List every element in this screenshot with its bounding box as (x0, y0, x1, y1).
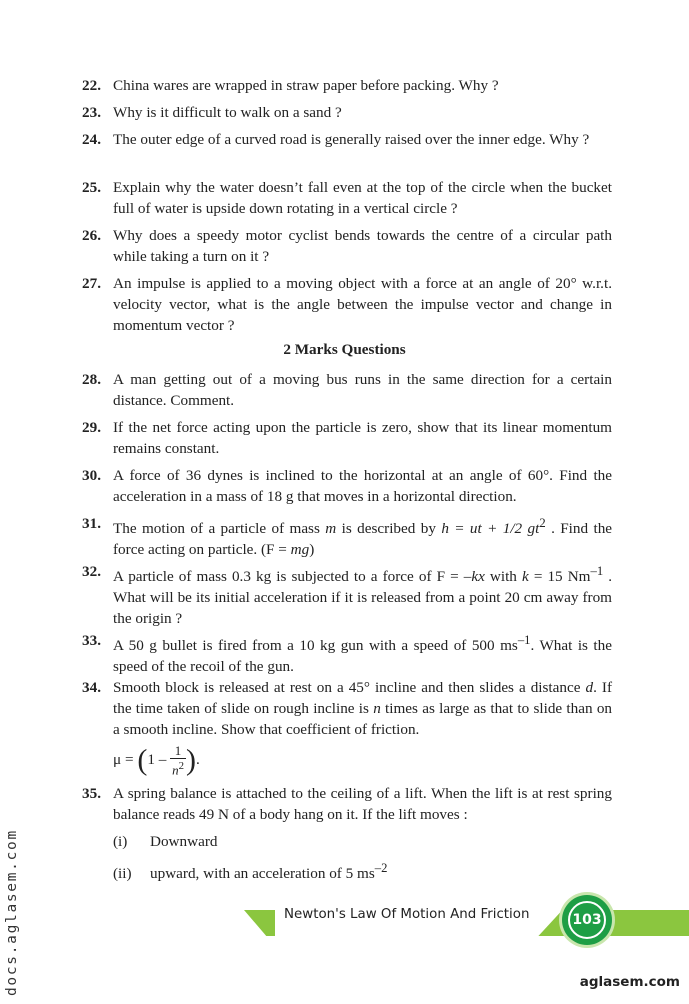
question-number: 25. (82, 179, 101, 196)
question-text: If the net force acting upon the particle is zero, show that its linear momentum remains constant. (113, 419, 612, 457)
question-number: 29. (82, 419, 101, 436)
question-number: 31. (82, 515, 101, 532)
question-number: 24. (82, 131, 101, 148)
question-number: 27. (82, 275, 101, 292)
question-number: 23. (82, 104, 101, 121)
section-heading: 2 Marks Questions (283, 341, 406, 358)
question-29 (82, 417, 612, 459)
question-34 (82, 677, 612, 777)
question-text: The outer edge of a curved road is generally raised over the inner edge. Why ? (113, 131, 590, 148)
chapter-title: Newton's Law Of Motion And Friction (284, 907, 530, 922)
question-number: 28. (82, 371, 101, 388)
variable-k: k (521, 568, 529, 586)
question-text: A particle of mass 0.3 kg is subjected to a force of F = –kx with k = 15 $Nm^{-1}$ . What will be its initial acceleration if it is released from a point 20 cm away from the origin ? (113, 564, 613, 628)
sub-item-i: (i) Downward (113, 833, 218, 850)
question-26 (82, 225, 612, 267)
question-text: The motion of a particle of mass m is described by h = ut + 1/2 $gt^2$ . Find the force acting on particle. (F = mg) (113, 516, 613, 559)
variable-d: d (585, 679, 594, 696)
question-text: Why is it difficult to walk on a sand ? (113, 104, 342, 121)
motion-formula: h = ut + 1/2 gt (441, 520, 540, 538)
variable-kx: kx (471, 568, 485, 586)
question-text: Why does a speedy motor cyclist bends towards the centre of a circular path while taking a turn on it ? (113, 227, 612, 265)
question-23 (82, 102, 612, 123)
question-32 (82, 561, 612, 629)
question-number: 30. (82, 467, 101, 484)
question-22 (82, 75, 612, 96)
question-text: A spring balance is attached to the ceiling of a lift. When the lift is at rest spring balance reads 49 N of a body hang on it. If the lift moves : (113, 785, 612, 823)
question-text: Smooth block is released at rest on a 45° incline and then slides a distance d. If the time taken of slide on rough incline is n times as large as that to slide than on a smooth incline. Show that coefficient of friction. (113, 679, 613, 738)
side-url-watermark: docs.aglasem.com (4, 829, 20, 996)
page-number: 103 (568, 901, 606, 939)
question-31 (82, 513, 612, 560)
question-number: 35. (82, 785, 101, 802)
friction-formula: μ = (1 – $\frac{1}{n^2}$ ). (113, 743, 200, 778)
question-35 (82, 783, 612, 825)
page-number-badge (562, 895, 612, 945)
question-text: China wares are wrapped in straw paper before packing. Why ? (113, 77, 499, 94)
question-number: 34. (82, 679, 101, 696)
brand-link[interactable]: aglasem.com (579, 974, 680, 990)
question-number: 33. (82, 632, 101, 649)
variable-n: n (373, 700, 381, 717)
question-28 (82, 369, 612, 411)
question-24 (82, 129, 612, 150)
question-text: A 50 g bullet is fired from a 10 kg gun with a speed of 500 $ms^{-1}$. What is the speed of the recoil of the gun. (113, 633, 612, 676)
question-number: 26. (82, 227, 101, 244)
fraction: $\frac{1}{n^2}$ (172, 743, 185, 778)
question-30 (82, 465, 612, 507)
question-text: A man getting out of a moving bus runs in the same direction for a certain distance. Comment. (113, 371, 612, 409)
variable-m: m (325, 520, 337, 538)
sub-item-ii: (ii) upward, with an acceleration of 5 $ms^{-2}$ (113, 861, 388, 883)
question-number: 22. (82, 77, 101, 94)
question-text: Explain why the water doesn’t fall even at the top of the circle when the bucket full of water is upside down rotating in a vertical circle ? (113, 179, 612, 217)
question-27 (82, 273, 612, 336)
force-formula: mg (290, 541, 310, 559)
question-number: 32. (82, 563, 101, 580)
question-text: A force of 36 dynes is inclined to the horizontal at an angle of 60°. Find the acceleration in a mass of 18 g that moves in a horizontal direction. (113, 467, 612, 505)
question-text: An impulse is applied to a moving object with a force at an angle of 20° w.r.t. velocity vector, what is the angle between the impulse vector and change in momentum vector ? (113, 275, 612, 334)
question-33 (82, 630, 612, 677)
question-25 (82, 177, 612, 219)
